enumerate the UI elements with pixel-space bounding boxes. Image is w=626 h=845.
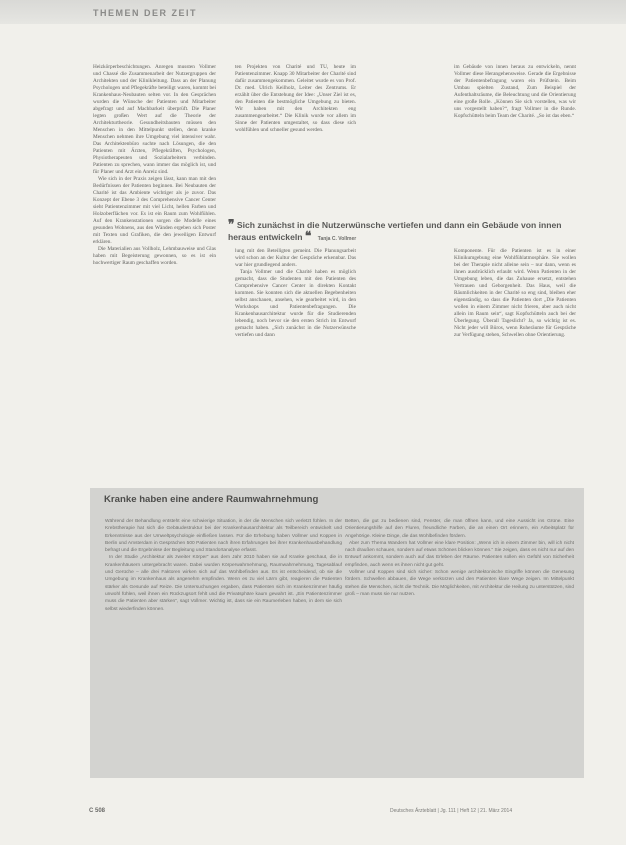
sidebar-box-title: Kranke haben eine andere Raumwahrnehmung — [104, 494, 319, 505]
paragraph: Heizkörperbeschichtungen. Anregen mussten Vollmer und Chassé die Zusammenarbeit der Nutzergruppen der Architekten und der Klinikleitung. Dass an der Planung Psychologen und Pflegekräfte beteiligt waren, kommt bei Krankenhaus-Neubauten selten vor. In den Gesprächen wurden die Wünsche der Patienten und Mitarbeiter abgefragt und auf Machbarkeit überprüft. Die Planer legten großen Wert auf die Theorie der Architekturtheorie. Gesundheitsbauten müssen den Menschen in den Mittelpunkt stellen, denn kranke Menschen nehmen ihre Umgebung viel intensiver wahr. Das Architektenbüro suchte nach Lösungen, die den Patienten mit Ärzten, Pflegekräften, Psychologen, Physiotherapeuten und Sozialarbeitern verbinden. Patienten zu sprechen, wann immer das möglich ist, und für Planer und Arzt ein Anreiz sind. — [93, 64, 216, 176]
article-column-2-lower — [235, 248, 356, 339]
sidebar-column-2 — [345, 518, 574, 598]
paragraph: Komponente. Für die Patienten ist es in einer Klinikumgebung eine Wohlfühlatmosphäre. Sie wollen bei der Therapie nicht alleine sein – nur dann, wenn es ihnen ausdrücklich erlaubt wird. Wenn Patienten in der Umgebung leben, die das Zuhause ersetzt, entstehen Vertrauen und Geborgenheit. Das Haus, weil die Räumlichkeiten in der Charité so eng sind, bleiben eher eigenständig, so dass die Patienten dort „Die Patienten wollen in einem Zimmer nicht frieren, aber auch nicht allein im Raum sein“, sagt Kopfschütteln auch bei der Überlegung. Überall Tageslicht? Ja, so wichtig ist es. Nicht jeder will Büros, wenn Ruheräume für Gespräche zur Verfügung stehen, Schwellen ohne Orientierung. — [454, 248, 576, 339]
quote-open-icon: ❞ — [228, 217, 235, 231]
journal-footer: Deutsches Ärzteblatt | Jg. 111 | Heft 12 | 21. März 2014 — [390, 808, 513, 814]
pull-quote-author: Tanja C. Vollmer — [317, 236, 357, 242]
quote-close-icon: ❝ — [304, 229, 312, 243]
sidebar-column-1 — [105, 518, 342, 613]
article-column-1 — [93, 64, 216, 267]
section-title: THEMEN DER ZEIT — [93, 8, 198, 18]
paragraph: im Gebäude von innen heraus zu entwickeln, nennt Vollmer diese Herangehensweise. Gerade die Ergebnisse der Patientenbefragung waren ein Prüfstein. Beim Umbau spielten Zustand, Zum Beispiel der Aufenthaltsräume, die Beleuchtung und die Orientierung eine große Rolle. „Können Sie sich vorstellen, was wir uns vorgestellt haben?“, fragt Vollmer in die Runde. Kopfschütteln beim Team der Charité. „So ist das eben.“ — [454, 64, 576, 120]
paragraph: Betten, die gut zu bedienen sind, Fenster, die man öffnen kann, und eine Aussicht ins Grüne. Eine Orientierungshilfe auf den Fluren, freundliche Farben, die an einen Ort erinnern, ein Arbeitsplatz für Angehörige. Kleine Dinge, die das Wohlbefinden fördern. — [345, 519, 574, 539]
article-column-2 — [235, 64, 356, 134]
article-column-3-lower — [454, 248, 576, 339]
paragraph: In der Studie „Architektur als zweiter Körper“ aus dem Jahr 2010 haben sie auf Kranke geschaut, die in Krankenhäusern untergebracht waren. Dabei wurden Körperwahrnehmung, Raumwahrnehmung, Tagesablauf und Gerüche – alle drei Faktoren wirken sich auf das Wohlbefinden aus. Es ist entscheidend, ob sie die Umgebung im Krankenhaus als angenehm empfinden. Wenn es zu viel Lärm gibt, reagieren die Patienten stärker als Gesunde auf Reize. Die Untersuchungen ergaben, dass Patienten sich im Krankenzimmer häufig unwohl fühlen, weil ihnen ein Rückzugsort fehlt und die Privatsphäre kaum gewahrt ist. „Ein Patientenzimmer muss die Patienten aber stärken“, sagt Vollmer. Wichtig ist, dass sie ein Raumerleben haben, in dem sie sich selbst wiederfinden können. — [105, 555, 342, 612]
paragraph: Vollmer und Koppen sind sich sicher: Schon wenige architektonische Eingriffe können die Genesung fördern. Schwellen abbauen, die Wege verkürzen und den Patienten klare Wege zeigen. Im Mittelpunkt stehen die Menschen, nicht die Technik. Die Möglichkeiten, mit Architektur die Heilung zu unterstützen, sind groß – man muss sie nur nutzen. — [345, 570, 574, 597]
paragraph: Wie sich in der Praxis zeigen lässt, kann man mit den Bedürfnissen der Patienten beginnen. Bei Neubauten der Charité ist das Ambiente wichtiger als je zuvor. Das Konzept der Ebene 3 des Comprehensive Cancer Center sieht Patientenzimmer mit viel Licht, hellen Farben und Holzoberflächen vor. Es ist ein Raum zum Wohlfühlen. Auf den Krankenstationen sorgen die Modelle eines gesunden Wohnens, aus den Wänden ergeben sich Poster mit Texten und Grafiken, die den jeweiligen Entwurf erklären. — [93, 176, 216, 246]
pull-quote — [228, 219, 568, 245]
page-number: C 508 — [89, 808, 106, 814]
article-column-3 — [454, 64, 576, 120]
paragraph: Während der Behandlung entsteht eine schwierige Situation, in der die Menschen sich verletzt fühlen. In der Krebstherapie hat sich die Gebäudestruktur bei der Krankenhausarchitektur als Teilbereich entwickelt und Erkenntnisse aus der Umweltpsychologie einfließen lassen. Für die Erhebung haben Vollmer und Koppen in Berlin und Amsterdam in Gesprächen 500 Patienten nach ihren Erfahrungen bei ihrer Krankenhausbehandlung befragt und die Ergebnisse der Begleitung und Standortanalyse erfasst. — [105, 519, 342, 554]
paragraph: Die Materialien aus Vollholz, Lehmbauweise und Glas haben mit Begeisterung gewonnen, so es ist ein hochwertiger Raum geschaffen worden. — [93, 246, 216, 267]
pull-quote-text: Sich zunächst in die Nutzerwünsche vertiefen und dann ein Gebäude von innen heraus entwickeln — [228, 220, 562, 242]
paragraph: Aber zum Thema Wandern hat Vollmer eine klare Position: „Wenn ich in einem Zimmer bin, will ich nicht nach draußen schauen, sondern auf etwas Schönes blicken können.“ Sie zeigen, dass es nicht nur auf den Entwurf ankommt, sondern auch auf das Erleben der Räume. Patienten sollen ein Gefühl von Sicherheit empfinden, auch wenn es ihnen nicht gut geht. — [345, 540, 574, 568]
paragraph: lung mit den Beteiligten gemeint. Die Planungsarbeit wird schon an der Kultur der Gespräche erkennbar. Das war hier grundlegend anders. — [235, 248, 356, 269]
paragraph: ten Projekten von Charité und TU, heute im Patientenzimmer. Knapp 30 Mitarbeiter der Charité sind dafür zusammengekommen. Geleitet wurde es von Prof. Dr. med. Ulrich Keilholz, Leiter des Zentrums. Er erzählt über die Entstehung der Idee: „Unser Ziel ist es, den Patienten die bestmögliche Umgebung zu bieten. Wir haben mit den Architekten eng zusammengearbeitet.“ Die Klinik wurde vor allem im Sinne der Patienten umgestaltet, so dass diese sich wohlfühlen und schneller gesund werden. — [235, 64, 356, 134]
paragraph: Tanja Vollmer und die Charité haben es möglich gemacht, dass die Studenten mit den Patienten des Comprehensive Cancer Center in direkten Kontakt kommen. Sie konnten sich die aktuellen Begebenheiten selbst anschauen, ansehen, wie gearbeitet wird, in den Workshops und Patientenbefragungen. Die Krankenhausarchitektur wurde für die Studierenden lebendig, noch bevor sie den ersten Strich im Entwurf gemacht haben. „Sich zunächst in die Nutzerwünsche vertiefen und dann — [235, 269, 356, 339]
